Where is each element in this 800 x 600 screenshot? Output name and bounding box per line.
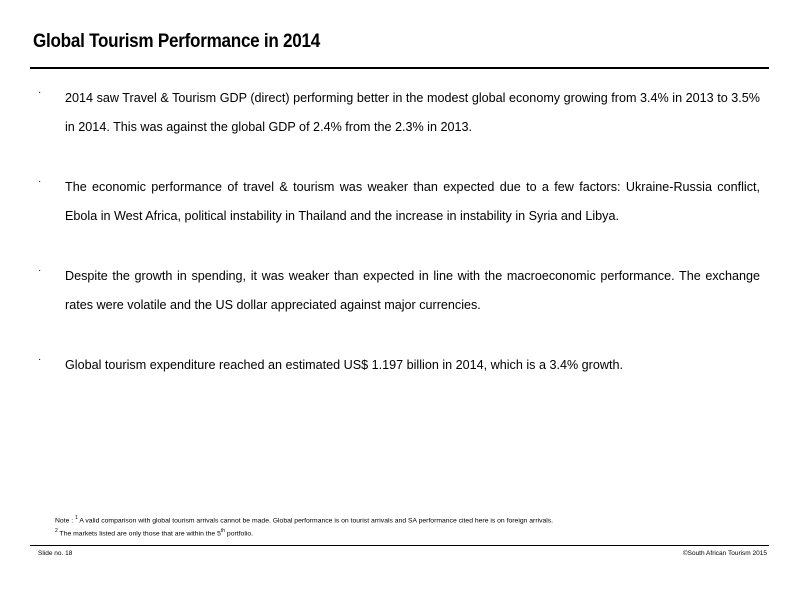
bullet-text-3: Despite the growth in spending, it was weaker than expected in line with the macroeconomic performance. The exchange rates were volatile and the US dollar appreciated against major currencies. [65,269,760,312]
bullet-dot-icon: · [38,265,42,276]
footnote-mark-2: 2 [55,528,58,535]
footnote-mark-1: 1 [75,515,78,521]
title-divider [30,67,769,69]
footnotes [55,513,553,540]
slide-number: Slide no. 18 [38,550,73,557]
bullet-text-2: The economic performance of travel & tourism was weaker than expected due to a few factors: Ukraine-Russia conflict, Ebola in West Africa, political instability in Thailand and the increase in instability in Syria and Libya. [65,180,760,223]
bullet-list [38,84,760,380]
bullet-text-4: Global tourism expenditure reached an estimated US$ 1.197 billion in 2014, which is a 3.4% growth. [65,358,623,372]
bullet-item-4 [38,351,760,380]
footnote-1 [55,513,553,526]
slide-title: Global Tourism Performance in 2014 [33,31,321,52]
bullet-item-1 [38,84,760,141]
footer-divider [30,545,769,546]
copyright-notice: ©South African Tourism 2015 [682,550,767,557]
note-prefix: Note : [55,517,76,525]
footnote-text-2a: The markets listed are only those that are within the 5 [57,530,221,538]
bullet-item-3 [38,262,760,319]
footnote-text-1: A valid comparison with global tourism arrivals cannot be made. Global performance is on tourist arrivals and SA performance cited here is on foreign arrivals. [77,517,554,525]
bullet-dot-icon: · [38,87,42,98]
footnote-text-2b: portfolio. [225,530,254,538]
footnote-2 [55,526,553,539]
bullet-dot-icon: · [38,176,42,187]
bullet-item-2 [38,173,760,230]
footnote-sup-th: th [220,528,226,535]
bullet-text-1: 2014 saw Travel & Tourism GDP (direct) performing better in the modest global economy growing from 3.4% in 2013 to 3.5% in 2014. This was against the global GDP of 2.4% from the 2.3% in 2013. [65,91,760,134]
bullet-dot-icon: · [38,354,42,365]
